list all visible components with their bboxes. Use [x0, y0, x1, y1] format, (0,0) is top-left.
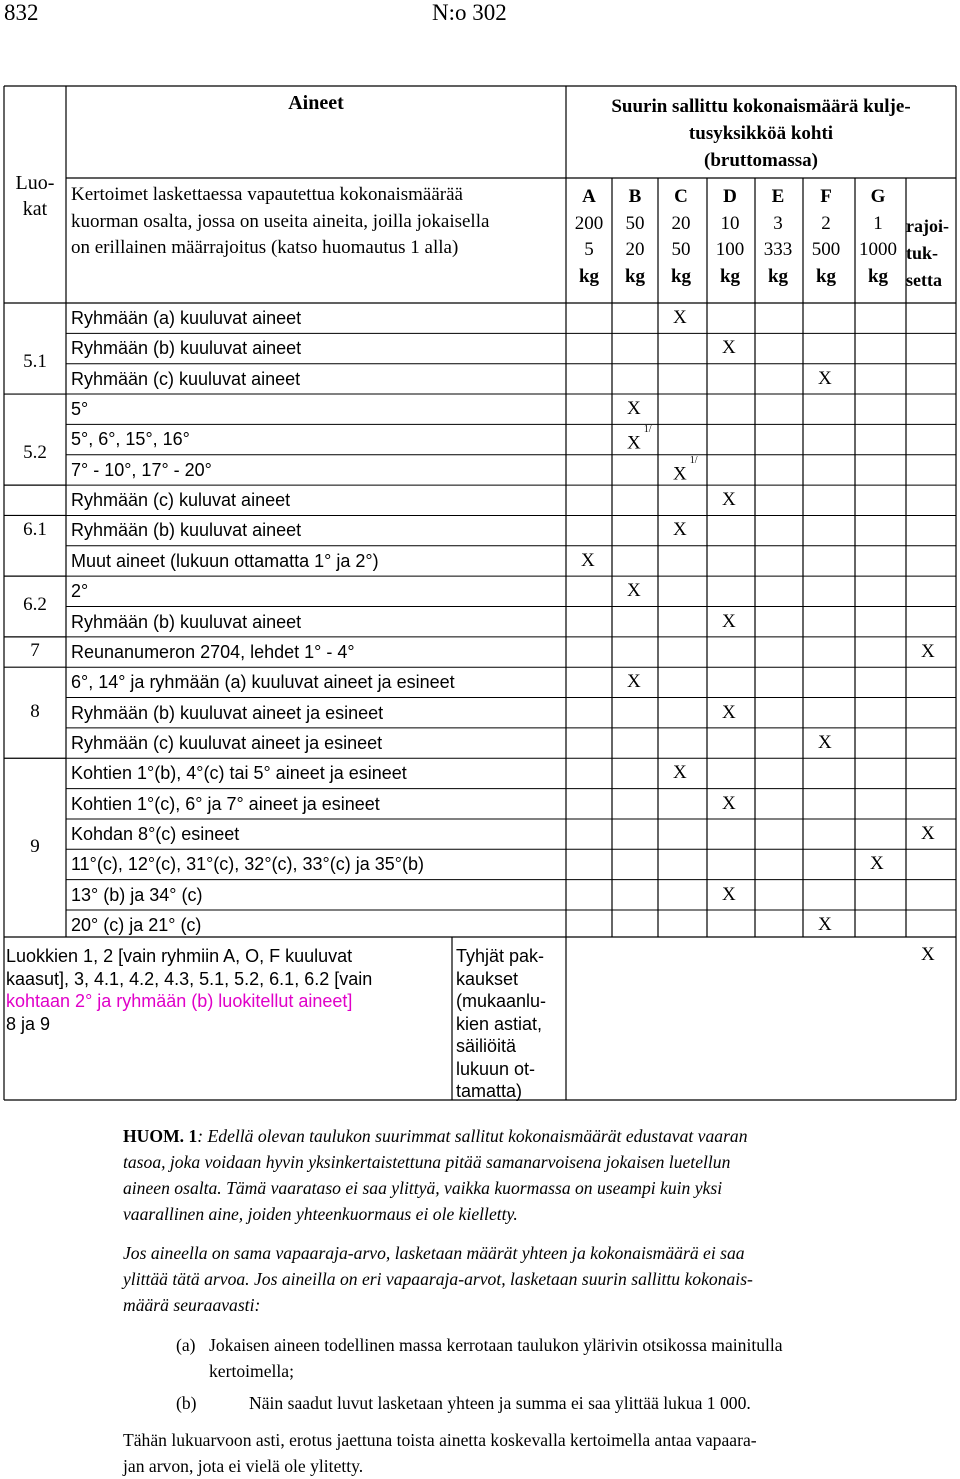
row-text: 7° - 10°, 17° - 20° — [71, 459, 212, 480]
empty-packages — [456, 945, 546, 1103]
classes-list-line: 8 ja 9 — [6, 1013, 51, 1034]
max-quantity-line: (bruttomassa) — [704, 150, 818, 171]
final-line: jan arvon, jota ei vielä ole ylitetty. — [123, 1456, 364, 1476]
row-text: Ryhmään (b) kuuluvat aineet ja esineet — [71, 702, 384, 723]
list-label-b: (b) — [176, 1393, 197, 1413]
cell-mark: X — [627, 580, 641, 602]
column-header-f — [803, 184, 849, 290]
cell-mark: X — [722, 792, 736, 814]
row-text: Muut aineet (lukuun ottamatta 1° ja 2°) — [71, 550, 379, 571]
row-text: 5° — [71, 399, 89, 420]
cell-mark: X — [921, 640, 935, 662]
classes-list-line: kaasut], 3, 4.1, 4.2, 4.3, 5.1, 5.2, 6.1, 6.2 [vain — [6, 968, 373, 989]
unlimited-header — [906, 213, 956, 294]
unlimited-line: setta — [906, 270, 942, 290]
class-label: 5.2 — [23, 442, 47, 463]
column-value: 3 — [773, 212, 783, 234]
column-header-e — [755, 184, 801, 290]
column-value: 100 — [715, 239, 745, 260]
cell-mark: X — [673, 519, 687, 541]
row-text: Kohtien 1°(b), 4°(c) tai 5° aineet ja esineet — [71, 763, 407, 784]
cell-mark: X — [627, 671, 641, 693]
row-text: 11°(c), 12°(c), 31°(c), 32°(c), 33°(c) ja 35°(b) — [71, 854, 424, 875]
empty-packages-line: lukuun ot- — [456, 1058, 536, 1079]
column-header-g — [855, 184, 901, 290]
row-text: 13° (b) ja 34° (c) — [71, 884, 203, 905]
column-header-b — [612, 184, 658, 290]
row-text: Kohdan 8°(c) esineet — [71, 823, 240, 844]
row-text: Kohtien 1°(c), 6° ja 7° aineet ja esineet — [71, 793, 380, 814]
coefficients-line: on erillainen määrrajoitus (katso huomautus 1 alla) — [71, 237, 459, 258]
coefficients-line: kuorman osalta, jossa on useita aineita, joilla jokaisella — [71, 210, 490, 232]
column-value: kg — [624, 265, 646, 287]
column-value: 20 — [671, 212, 691, 234]
class-label: 8 — [30, 701, 40, 722]
cell-mark: X — [870, 853, 884, 875]
cell-mark: X — [722, 489, 736, 511]
row-text: 2° — [71, 581, 89, 602]
column-value: 50 — [625, 212, 645, 234]
cell-mark: X — [673, 307, 687, 328]
row-text: Ryhmään (c) kuluvat aineet — [71, 490, 291, 511]
cell-mark: $X^{1/}$ — [673, 454, 698, 485]
column-value: 1000 — [859, 239, 897, 260]
cell-mark: X — [722, 883, 736, 905]
column-letter: E — [771, 186, 785, 207]
empty-packages-line: kaukset — [456, 968, 519, 989]
empty-packages-line: Tyhjät pak- — [456, 946, 545, 966]
column-value: 200 — [574, 212, 604, 234]
column-value: 1 — [873, 212, 883, 234]
column-value: kg — [767, 265, 789, 287]
classes-list-line: kohtaan 2° ja ryhmään (b) luokitellut aineet] — [6, 991, 353, 1011]
row-text: 6°, 14° ja ryhmään (a) kuuluvat aineet ja esineet — [71, 672, 455, 693]
column-value: 333 — [763, 239, 793, 260]
column-value: kg — [867, 265, 889, 287]
cell-mark: X — [921, 944, 935, 965]
column-header-d — [707, 184, 753, 290]
unlimited-line: tuk- — [906, 243, 939, 263]
column-value: 5 — [584, 239, 594, 260]
row-text: Ryhmään (a) kuuluvat aineet — [71, 308, 302, 328]
row-text: Reunanumeron 2704, lehdet 1° - 4° — [71, 641, 355, 662]
list-item-a — [209, 1332, 957, 1384]
unlimited-line: rajoi- — [906, 216, 949, 236]
coefficients-line: Kertoimet laskettaessa vapautettua kokonaismäärää — [71, 184, 463, 205]
column-header-c — [658, 184, 704, 290]
cell-mark: X — [722, 337, 736, 359]
column-value: 500 — [811, 239, 841, 260]
coefficients-header — [71, 182, 489, 262]
max-quantity-line: Suurin sallittu kokonaismäärä kulje- — [611, 96, 911, 117]
cell-mark: X — [818, 914, 832, 935]
column-letter: D — [723, 186, 737, 207]
list-item-b: Näin saadut luvut lasketaan yhteen ja summa ei saa ylittää lukua 1 000. — [249, 1393, 751, 1413]
page-reference: N:o 302 — [432, 0, 507, 25]
cell-mark: X — [581, 549, 595, 571]
note-2-line: Jos aineella on sama vapaaraja-arvo, lasketaan määrät yhteen ja kokonaismäärä ei saa — [123, 1243, 745, 1263]
note-2-line: määrä seuraavasti: — [123, 1295, 261, 1315]
classes-list-line: Luokkien 1, 2 [vain ryhmiin A, O, F kuuluvat — [6, 946, 353, 966]
empty-packages-line: tamatta) — [456, 1081, 523, 1101]
cell-mark: X — [722, 701, 736, 723]
footnote-ref: 1/ — [643, 424, 652, 436]
class-label: 6.2 — [23, 594, 47, 615]
column-value: 20 — [625, 239, 645, 260]
note-1-label: HUOM. 1 — [123, 1126, 198, 1146]
note-1-line: HUOM. 1: Edellä olevan taulukon suurimmat sallitut kokonaismäärät edustavat vaaran — [123, 1126, 748, 1146]
row-text: Ryhmään (c) kuuluvat aineet ja esineet — [71, 732, 383, 753]
class-label: 5.1 — [23, 351, 47, 372]
footnote-ref: 1/ — [689, 454, 698, 466]
list-item-line: Jokaisen aineen todellinen massa kerrotaan taulukon ylärivin otsikossa mainitulla — [209, 1335, 783, 1355]
class-label: 9 — [30, 836, 40, 857]
empty-packages-line: kien astiat, — [456, 1013, 543, 1034]
row-text: Ryhmään (b) kuuluvat aineet — [71, 611, 302, 632]
empty-packages-line: (mukaanlu- — [456, 991, 547, 1011]
max-quantity-line: tusyksikköä kohti — [688, 123, 834, 144]
cell-mark: X — [627, 398, 641, 420]
final-paragraph — [123, 1427, 955, 1479]
cell-mark: X — [921, 822, 935, 844]
note-1-line: tasoa, joka voidaan hyvin yksinkertaistettuna pitää samanarvoisena jokaisen luetellun — [123, 1152, 731, 1172]
row-text: 20° (c) ja 21° (c) — [71, 915, 202, 935]
row-text: Ryhmään (b) kuuluvat aineet — [71, 520, 302, 541]
classes-list — [6, 945, 372, 1035]
column-letter: G — [870, 186, 886, 207]
column-letter: B — [628, 186, 642, 207]
cell-mark: X — [818, 367, 832, 389]
column-value: kg — [719, 265, 741, 287]
cell-mark: $X^{1/}$ — [627, 424, 652, 454]
note-1-line: aineen osalta. Tämä vaarataso ei saa ylittyä, vaikka kuormassa on useampi kuin yksi — [123, 1178, 723, 1198]
note-2-line: ylittää tätä arvoa. Jos aineilla on eri vapaaraja-arvot, lasketaan suurin sallittu kokonais- — [123, 1269, 753, 1289]
column-letter: A — [582, 186, 596, 207]
column-letter: F — [820, 186, 832, 207]
column-header-a — [566, 184, 612, 290]
row-text: Ryhmään (b) kuuluvat aineet — [71, 338, 302, 359]
substances-header: Aineet — [288, 92, 344, 114]
max-quantity-header — [566, 93, 956, 174]
column-value: 2 — [821, 212, 831, 234]
cell-mark: X — [722, 610, 736, 632]
column-letter: C — [674, 186, 688, 207]
column-value: kg — [670, 265, 692, 287]
list-label-a: (a) — [176, 1335, 196, 1355]
note-1-line: vaarallinen aine, joiden yhteenkuormaus ei ole kielletty. — [123, 1204, 518, 1224]
page-number: 832 — [4, 0, 39, 25]
column-value: kg — [815, 265, 837, 287]
column-value: kg — [578, 265, 600, 287]
list-item-line: kertoimella; — [209, 1361, 295, 1381]
cell-mark: X — [818, 731, 832, 753]
empty-packages-line: säiliöitä — [456, 1036, 517, 1056]
row-text: 5°, 6°, 15°, 16° — [71, 429, 190, 450]
final-line: Tähän lukuarvoon asti, erotus jaettuna toista ainetta koskevalla kertoimella antaa vapaara- — [123, 1430, 757, 1450]
class-label: 6.1 — [23, 519, 47, 540]
note-2 — [123, 1240, 955, 1318]
note-1 — [123, 1123, 955, 1227]
cell-mark: X — [673, 762, 687, 784]
class-column-header: Luo- kat — [15, 172, 55, 220]
row-text: Ryhmään (c) kuuluvat aineet — [71, 368, 301, 389]
column-value: 10 — [720, 212, 740, 234]
column-value: 50 — [671, 239, 691, 260]
class-label: 7 — [30, 640, 40, 661]
